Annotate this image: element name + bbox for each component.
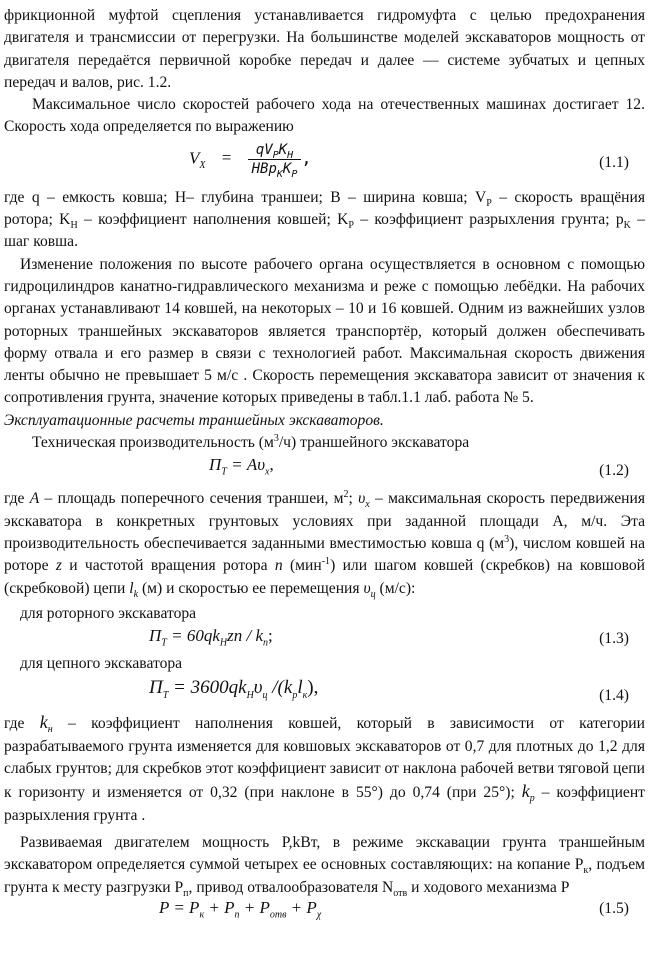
equation-1-5-number: (1.5) — [599, 899, 629, 917]
equation-1-1-number: (1.1) — [599, 153, 629, 171]
equation-1-5 — [4, 899, 645, 927]
label-chain-excavator: для цепного экскаватора — [20, 655, 183, 673]
equation-1-3 — [4, 625, 645, 653]
equation-1-2 — [4, 454, 645, 488]
document-page — [4, 5, 645, 927]
paragraph-where-3: где $k_н$ – коэффициент наполнения ковшей, который в зависимости от категории разрабатываемого грунта изменяется для ковшовых экскаваторов от 0,7 для плотных до 1,2 для слабых грунтов; для скребков этот коэффициент зависит от наклона рабочей ветви тяговой цепи к горизонту и изменяется от 0,32 (при наклоне в 55°) до 0,74 (при 25°); $k_p$ – коэффициент разрыхления грунта . — [4, 712, 645, 824]
equation-1-1 — [4, 139, 645, 187]
equation-1-5-formula: $P = P_к + P_п + P_{отв} + P_\chi$ — [159, 897, 322, 921]
equation-1-1-formula: $V_X$ = $\frac{qV_PK_H}{HBp_KK_P}$ , — [189, 141, 312, 180]
paragraph-speed: Максимальное число скоростей рабочего хода на отечественных машинах достигает 12. Скорость хода определяется по выражению — [4, 96, 645, 136]
equation-1-3-number: (1.3) — [599, 630, 629, 648]
paragraph-where-1: где q – емкость ковша; H– глубина траншеи; B – ширина ковша; $V_P$ – скорость вращёния ротора; $K_H$ – коэффициент наполнения ковшей; $K_P$ – коэффициент разрыхления грунта; $p_K$ – шаг ковша. — [4, 188, 646, 251]
equation-1-1-fraction: $\frac{qV_PK_H}{HBp_KK_P}$ — [248, 141, 302, 178]
paragraph-power: Развиваемая двигателем мощность P,kВт, в режиме экскавации грунта траншейным экскаватором определяется суммой четырех ее основных составляющих: на копание $P_к$, подъем грунта к месту разгрузки $P_п$, привод отвалообразователя $N_{отв}$ и ходового механизма P — [4, 833, 645, 899]
equation-1-4 — [4, 675, 645, 709]
section-title: Эксплуатационные расчеты траншейных экскаваторов. — [4, 411, 384, 429]
equation-1-3-formula: $П_Т = 60qk_Нzn / k_п$; — [149, 626, 273, 649]
equation-1-4-number: (1.4) — [599, 687, 629, 705]
label-rotor-excavator: для роторного экскаватора — [20, 604, 197, 622]
paragraph-intro: фрикционной муфтой сцепления устанавливается гидромуфта с целью предохранения двигателя и трансмиссии от перегрузки. На большинстве моделей экскаваторов мощность от двигателя передаётся первичной коробке передач и далее — системе зубчатых и цепных передач и валов, рис. 1.2. — [4, 7, 645, 91]
equation-1-2-formula: $П_Т = A\upsilon_x$, — [209, 455, 274, 478]
paragraph-height: Изменение положения по высоте рабочего органа осуществляется в основном с помощью гидроцилиндров канатно-гидравлического механизма и реже с помощью лебёдки. На рабочих органах устанавливают 14 ковшей, на некоторых – 10 и 16 ковшей. Одним из важнейших узлов роторных траншейных экскаваторов является транспортёр, который должен обеспечивать форму отвала и его размер в связи с технологией работ. Максимальная скорость движения ленты обычно не превышает 5 м/с . Скорость перемещения экскаватора зависит от значения к сопротивления грунта, значение которых приведены в табл.1.1 лаб. работа № 5. — [4, 255, 645, 407]
paragraph-where-2: где A – площадь поперечного сечения траншеи, $м^2$; $\upsilon_x$ – максимальная скорость передвижения экскаватора в конкретных грунтовых условиях при заданной площади А, м/ч. Эта производительность обеспечивается заданными вместимостью ковша q $(м^3)$, числом ковшей на роторе z и частотой вращения ротора n (мин$^{-1}$) или шагом ковшей (скребков) на ковшовой (скребковой) цепи $l_k$ (м) и скоростью ее перемещения $\upsilon_ц$ (м/с): — [4, 489, 646, 600]
equation-1-2-number: (1.2) — [599, 462, 629, 480]
equation-1-4-formula: $П_Т = 3600qk_Н\upsilon_ц$ $/(k_рl_к)$, — [149, 677, 319, 702]
paragraph-technical: Техническая производительность $(м^3/ч)$ траншейного экскаватора — [32, 432, 470, 452]
